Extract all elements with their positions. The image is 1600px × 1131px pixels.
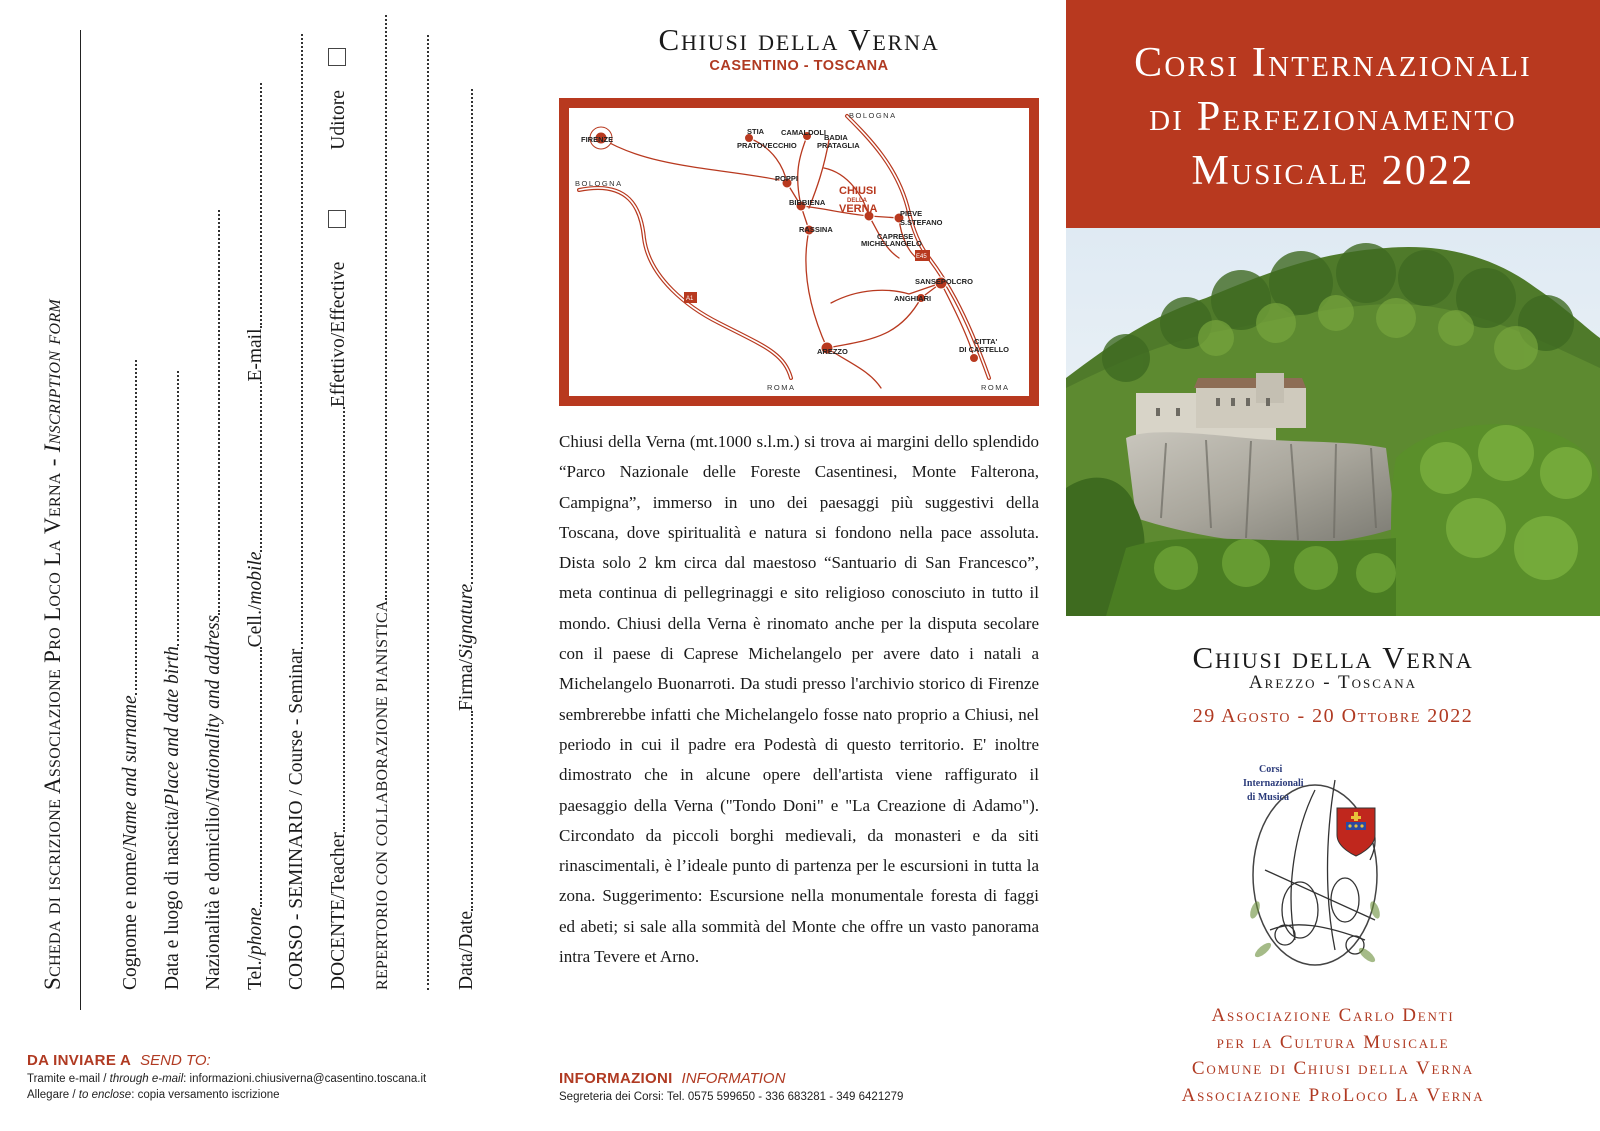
svg-text:MICHELANGELO: MICHELANGELO <box>861 239 922 248</box>
association-line: per la Cultura Musicale <box>1216 1031 1450 1053</box>
svg-text:CAPRESE: CAPRESE <box>877 232 914 241</box>
svg-text:di Musica: di Musica <box>1247 792 1289 803</box>
send-email-line: Tramite e-mail / through e-mail: informazioni.chiusiverna@casentino.toscana.it <box>27 1073 427 1085</box>
info-heading: INFORMAZIONI INFORMATION <box>559 1070 786 1087</box>
svg-text:BOLOGNA: BOLOGNA <box>575 179 623 188</box>
svg-text:Corsi: Corsi <box>1259 764 1283 775</box>
middle-subtitle: CASENTINO - TOSCANA <box>709 58 889 74</box>
birth-field[interactable]: Data e luogo di nascita/ Place and date birth <box>154 371 184 990</box>
svg-text:BADIA: BADIA <box>824 133 848 142</box>
svg-text:CHIUSI: CHIUSI <box>839 185 877 197</box>
info-block <box>559 1070 903 1103</box>
svg-text:CAMALDOLI: CAMALDOLI <box>781 128 826 137</box>
svg-text:PRATAGLIA: PRATAGLIA <box>817 141 860 150</box>
svg-text:ROMA: ROMA <box>767 383 796 392</box>
svg-text:E45: E45 <box>916 254 927 260</box>
svg-text:STIA: STIA <box>747 127 765 136</box>
date-signature-field[interactable]: Data/Date Firma/ Signature <box>448 89 478 990</box>
teacher-field[interactable]: DOCENTE/Teacher Effettivo/Effective Uditore <box>320 48 350 990</box>
association-line: Associazione Carlo Denti <box>1211 1005 1455 1026</box>
svg-text:CITTA': CITTA' <box>974 337 998 346</box>
effective-checkbox[interactable] <box>328 210 346 228</box>
photo-svg <box>1066 228 1600 616</box>
repertoire-line-2[interactable] <box>404 35 434 990</box>
contacts-field[interactable]: Tel./ phone Cell./ mobile E-mail <box>237 83 267 990</box>
sanctuary-photo <box>1066 228 1600 616</box>
location-region: Arezzo - Toscana <box>1248 672 1418 693</box>
svg-text:BOLOGNA: BOLOGNA <box>849 111 897 120</box>
enclose-line: Allegare / to enclose: copia versamento iscrizione <box>27 1089 280 1101</box>
cover-title-line: di Perfezionamento <box>1149 94 1517 140</box>
svg-text:DELLA: DELLA <box>847 198 867 204</box>
location-title: Chiusi della Verna <box>1192 640 1474 675</box>
inscription-form <box>40 30 510 1010</box>
form-divider <box>80 30 81 1010</box>
association-line: Associazione ProLoco La Verna <box>1181 1084 1485 1106</box>
area-map <box>559 98 1039 406</box>
nationality-field[interactable]: Nazionalità e domicilio/ Nationality and address <box>195 210 225 990</box>
association-line: Comune di Chiusi della Verna <box>1191 1058 1475 1079</box>
course-field[interactable]: CORSO - SEMINARIO / Course - Seminar <box>278 34 308 990</box>
associations-list <box>1066 1003 1600 1109</box>
svg-text:Internazionali: Internazionali <box>1243 778 1304 789</box>
svg-text:PRATOVECCHIO: PRATOVECCHIO <box>737 141 797 150</box>
svg-text:SANSEPOLCRO: SANSEPOLCRO <box>915 277 973 286</box>
svg-text:RASSINA: RASSINA <box>799 225 833 234</box>
svg-text:ANGHIARI: ANGHIARI <box>894 294 932 303</box>
send-to-heading: DA INVIARE A SEND TO: <box>27 1052 211 1069</box>
auditor-checkbox[interactable] <box>328 48 346 66</box>
middle-title: Chiusi della Verna <box>658 22 940 57</box>
map-svg <box>569 108 1029 396</box>
name-field[interactable]: Cognome e nome/ Name and surname <box>112 360 142 990</box>
svg-text:S.STEFANO: S.STEFANO <box>900 218 943 227</box>
description-paragraph: Chiusi della Verna (mt.1000 s.l.m.) si trova ai margini dello splendido “Parco Nazionale delle Foreste Casentinesi, Monte Falterona, Campigna”, immerso in uno dei paesaggi più suggestivi della Toscana, dove spiritualità e natura si fondono nella pace assoluta. Dista solo 2 km circa dal maestoso “Santuario di San Francesco”, meta continua di pellegrinaggi e sito religioso conosciuto in tutto il mondo. Chiusi della Verna è rinomato anche per la disputa secolare con il paese di Caprese Michelangelo per avere dato i natali a Michelangelo Buonarroti. Da studi presso l'archivio storico di Firenze sembrerebbe infatti che Michelangelo fosse nato proprio a Chiusi, nel periodo in cui il padre era Podestà di questo territorio. E' inoltre dimostrato che in alcune opere dell'artista viene raffigurato il paesaggio della Verna ("Tondo Doni" e "La Creazione di Adamo"). Circondato da piccoli borghi medievali, da monasteri e da siti rinascimentali, è l’ideale punto di partenza per le escursioni in tutta la zona. Suggerimento: Escursione nella monumentale foresta di faggi ed abeti; si sale alla sommità del Monte che offre un vasto panorama intra Tevere et Arno. <box>559 432 1039 967</box>
send-to-block <box>27 1052 426 1101</box>
cover-title-line: Musicale 2022 <box>1191 148 1475 194</box>
info-phone-line: Segreteria dei Corsi: Tel. 0575 599650 - 336 683281 - 349 6421279 <box>559 1091 904 1103</box>
svg-text:PIEVE: PIEVE <box>900 209 923 218</box>
form-title: Scheda di iscrizione Associazione Pro Loco La Verna - Inscription form <box>40 298 65 990</box>
course-dates: 29 Agosto - 20 Ottobre 2022 <box>1192 705 1474 727</box>
cover-title-line: Corsi Internazionali <box>1134 40 1532 86</box>
svg-text:DI CASTELLO: DI CASTELLO <box>959 345 1009 354</box>
cover-title-band <box>1066 0 1600 228</box>
svg-text:VERNA: VERNA <box>839 203 878 215</box>
svg-text:A1: A1 <box>686 296 694 302</box>
music-courses-logo <box>1225 750 1425 980</box>
svg-text:BIBBIENA: BIBBIENA <box>789 198 826 207</box>
svg-text:AREZZO: AREZZO <box>817 347 848 356</box>
repertoire-field[interactable]: REPERTORIO CON COLLABORAZIONE PIANISTICA <box>362 15 392 990</box>
svg-text:ROMA: ROMA <box>981 383 1010 392</box>
svg-text:POPPI: POPPI <box>775 174 798 183</box>
svg-text:FIRENZE: FIRENZE <box>581 135 614 144</box>
